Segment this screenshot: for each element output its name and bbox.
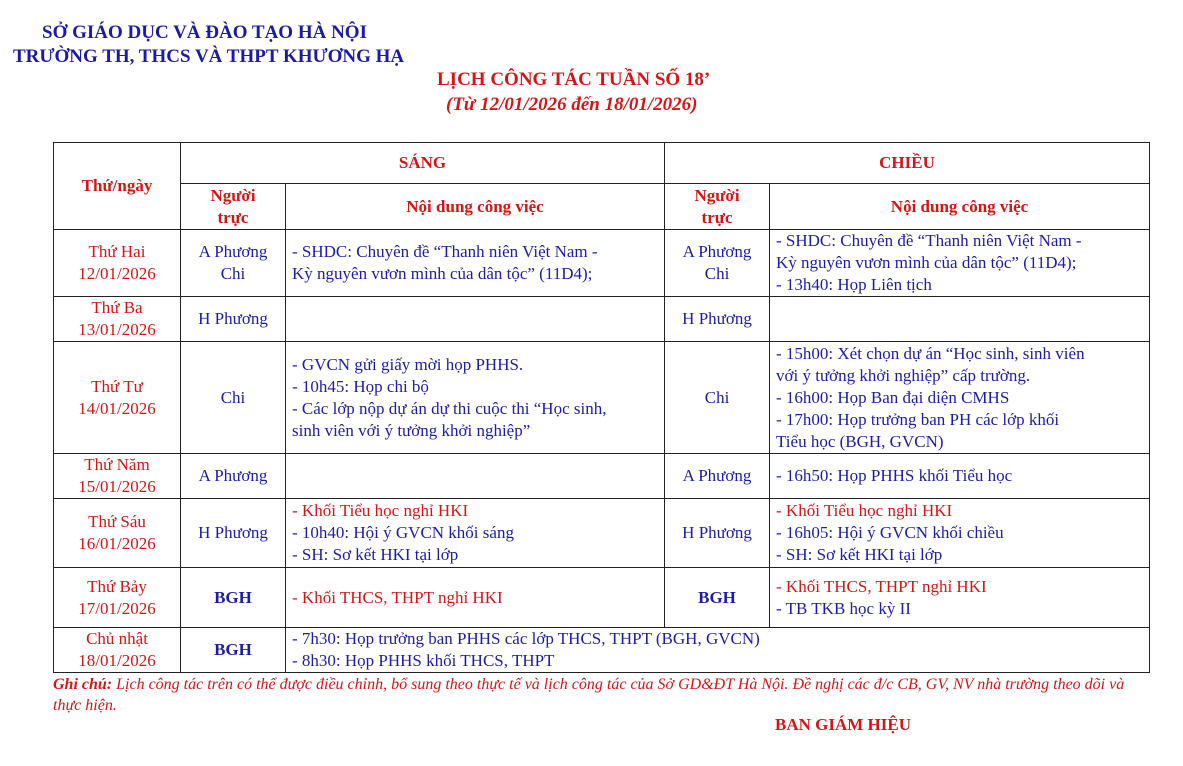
am-duty: BGH bbox=[181, 628, 286, 673]
table-header-row bbox=[54, 143, 1150, 184]
day-date: 18/01/2026 bbox=[78, 651, 156, 670]
list-item: Kỳ nguyên vươn mình của dân tộc” (11D4); bbox=[776, 253, 1077, 272]
page-subtitle: (Từ 12/01/2026 đến 18/01/2026) bbox=[446, 94, 698, 115]
day-name: Thứ Năm bbox=[84, 455, 150, 474]
day-date: 13/01/2026 bbox=[78, 320, 156, 339]
header-am-duty-l1: Người bbox=[210, 185, 256, 205]
header-pm-duty-l1: Người bbox=[694, 185, 740, 205]
table-row bbox=[54, 454, 1150, 499]
pm-content bbox=[770, 342, 1150, 454]
pm-duty-l1: A Phương bbox=[682, 242, 752, 261]
table-row bbox=[54, 628, 1150, 673]
day-cell bbox=[54, 568, 181, 628]
org-department: SỞ GIÁO DỤC VÀ ĐÀO TẠO HÀ NỘI bbox=[42, 22, 367, 43]
list-item: - 8h30: Họp PHHS khối THCS, THPT bbox=[292, 651, 555, 670]
note-label: Ghi chú: bbox=[53, 676, 113, 693]
pm-duty: H Phương bbox=[665, 499, 770, 568]
day-cell bbox=[54, 499, 181, 568]
list-item: - Khối THCS, THPT nghỉ HKI bbox=[776, 576, 987, 596]
day-cell bbox=[54, 230, 181, 297]
day-name: Thứ Bảy bbox=[87, 576, 147, 596]
list-item: - TB TKB học kỳ II bbox=[776, 598, 911, 618]
pm-duty bbox=[665, 230, 770, 297]
list-item: - 7h30: Họp trưởng ban PHHS các lớp THCS, THPT (BGH, GVCN) bbox=[292, 629, 760, 648]
pm-content bbox=[770, 454, 1150, 499]
day-cell bbox=[54, 297, 181, 342]
day-date: 12/01/2026 bbox=[78, 264, 156, 283]
list-item: - GVCN gửi giấy mời họp PHHS. bbox=[292, 354, 524, 374]
header-am-content: Nội dung công việc bbox=[286, 184, 665, 230]
day-date: 16/01/2026 bbox=[78, 534, 156, 553]
am-content bbox=[286, 568, 665, 628]
day-date: 14/01/2026 bbox=[78, 398, 156, 418]
pm-content bbox=[770, 499, 1150, 568]
day-name: Thứ Ba bbox=[91, 298, 143, 317]
pm-duty: Chi bbox=[665, 342, 770, 454]
header-pm-duty bbox=[665, 184, 770, 230]
day-name: Thứ Hai bbox=[88, 242, 146, 261]
pm-duty: H Phương bbox=[665, 297, 770, 342]
day-cell bbox=[54, 454, 181, 499]
full-day-content bbox=[286, 628, 1150, 673]
header-am-duty bbox=[181, 184, 286, 230]
list-item: - SH: Sơ kết HKI tại lớp bbox=[776, 545, 943, 564]
am-duty: A Phương bbox=[181, 454, 286, 499]
list-item: - 17h00: Họp trưởng ban PH các lớp khối bbox=[776, 409, 1060, 429]
table-row bbox=[54, 230, 1150, 297]
pm-content bbox=[770, 230, 1150, 297]
day-cell bbox=[54, 628, 181, 673]
am-content bbox=[286, 297, 665, 342]
table-row bbox=[54, 297, 1150, 342]
footer-note bbox=[53, 674, 1133, 716]
list-item: - Khối Tiểu học nghỉ HKI bbox=[292, 501, 469, 520]
header-morning: SÁNG bbox=[181, 143, 665, 184]
list-item: - 13h40: Họp Liên tịch bbox=[776, 275, 932, 294]
list-item: - SH: Sơ kết HKI tại lớp bbox=[292, 545, 459, 564]
table-row bbox=[54, 342, 1150, 454]
list-item: - SHDC: Chuyên đề “Thanh niên Việt Nam - bbox=[292, 242, 598, 261]
pm-content bbox=[770, 297, 1150, 342]
header-day: Thứ/ngày bbox=[54, 143, 181, 230]
page-title: LỊCH CÔNG TÁC TUẦN SỐ 18’ bbox=[437, 69, 711, 90]
school-name: TRƯỜNG TH, THCS VÀ THPT KHƯƠNG HẠ bbox=[13, 46, 405, 67]
am-duty: H Phương bbox=[181, 297, 286, 342]
list-item: Kỳ nguyên vươn mình của dân tộc” (11D4); bbox=[292, 264, 593, 283]
list-item: - 16h50: Họp PHHS khối Tiểu học bbox=[776, 466, 1013, 485]
signature: BAN GIÁM HIỆU bbox=[775, 715, 912, 734]
pm-content bbox=[770, 568, 1150, 628]
day-name: Chủ nhật bbox=[86, 629, 148, 648]
pm-duty: BGH bbox=[665, 568, 770, 628]
list-item: - Các lớp nộp dự án dự thi cuộc thi “Học sinh, bbox=[292, 398, 607, 418]
table-row bbox=[54, 499, 1150, 568]
header-pm-content: Nội dung công việc bbox=[770, 184, 1150, 230]
am-duty-l1: A Phương bbox=[198, 242, 268, 261]
pm-duty-l2: Chi bbox=[704, 264, 730, 283]
am-content bbox=[286, 230, 665, 297]
list-item: - 15h00: Xét chọn dự án “Học sinh, sinh viên bbox=[776, 343, 1085, 363]
header-am-duty-l2: trực bbox=[217, 207, 249, 227]
list-item: - 10h45: Họp chi bộ bbox=[292, 376, 429, 396]
am-content bbox=[286, 499, 665, 568]
list-item: - Khối Tiểu học nghỉ HKI bbox=[776, 501, 953, 520]
header-afternoon: CHIỀU bbox=[665, 143, 1150, 184]
table-subheader-row bbox=[54, 184, 1150, 230]
am-duty bbox=[181, 230, 286, 297]
am-content bbox=[286, 454, 665, 499]
list-item: - SHDC: Chuyên đề “Thanh niên Việt Nam - bbox=[776, 231, 1082, 250]
am-content bbox=[286, 342, 665, 454]
list-item: - Khối THCS, THPT nghỉ HKI bbox=[292, 587, 503, 607]
table-row bbox=[54, 568, 1150, 628]
pm-duty: A Phương bbox=[665, 454, 770, 499]
list-item: - 10h40: Hội ý GVCN khối sáng bbox=[292, 523, 514, 542]
am-duty: BGH bbox=[181, 568, 286, 628]
list-item: với ý tưởng khởi nghiệp” cấp trường. bbox=[776, 365, 1031, 385]
day-date: 17/01/2026 bbox=[78, 598, 156, 618]
am-duty-l2: Chi bbox=[220, 264, 246, 283]
header-pm-duty-l2: trực bbox=[701, 207, 733, 227]
note-text: Lịch công tác trên có thể được điều chỉnh, bổ sung theo thực tế và lịch công tác của Sở GD&ĐT Hà Nội. Đề nghị các đ/c CB, GV, NV nhà trường theo dõi và thực hiện. bbox=[53, 676, 1125, 714]
am-duty: H Phương bbox=[181, 499, 286, 568]
list-item: - 16h05: Hội ý GVCN khối chiều bbox=[776, 523, 1004, 542]
day-name: Thứ Sáu bbox=[88, 512, 146, 531]
day-name: Thứ Tư bbox=[91, 376, 143, 396]
day-cell bbox=[54, 342, 181, 454]
list-item: Tiểu học (BGH, GVCN) bbox=[776, 431, 944, 451]
schedule-table bbox=[53, 142, 1150, 673]
list-item: - 16h00: Họp Ban đại diện CMHS bbox=[776, 387, 1010, 407]
day-date: 15/01/2026 bbox=[78, 477, 156, 496]
list-item: sinh viên với ý tưởng khởi nghiệp” bbox=[292, 420, 531, 440]
am-duty: Chi bbox=[181, 342, 286, 454]
